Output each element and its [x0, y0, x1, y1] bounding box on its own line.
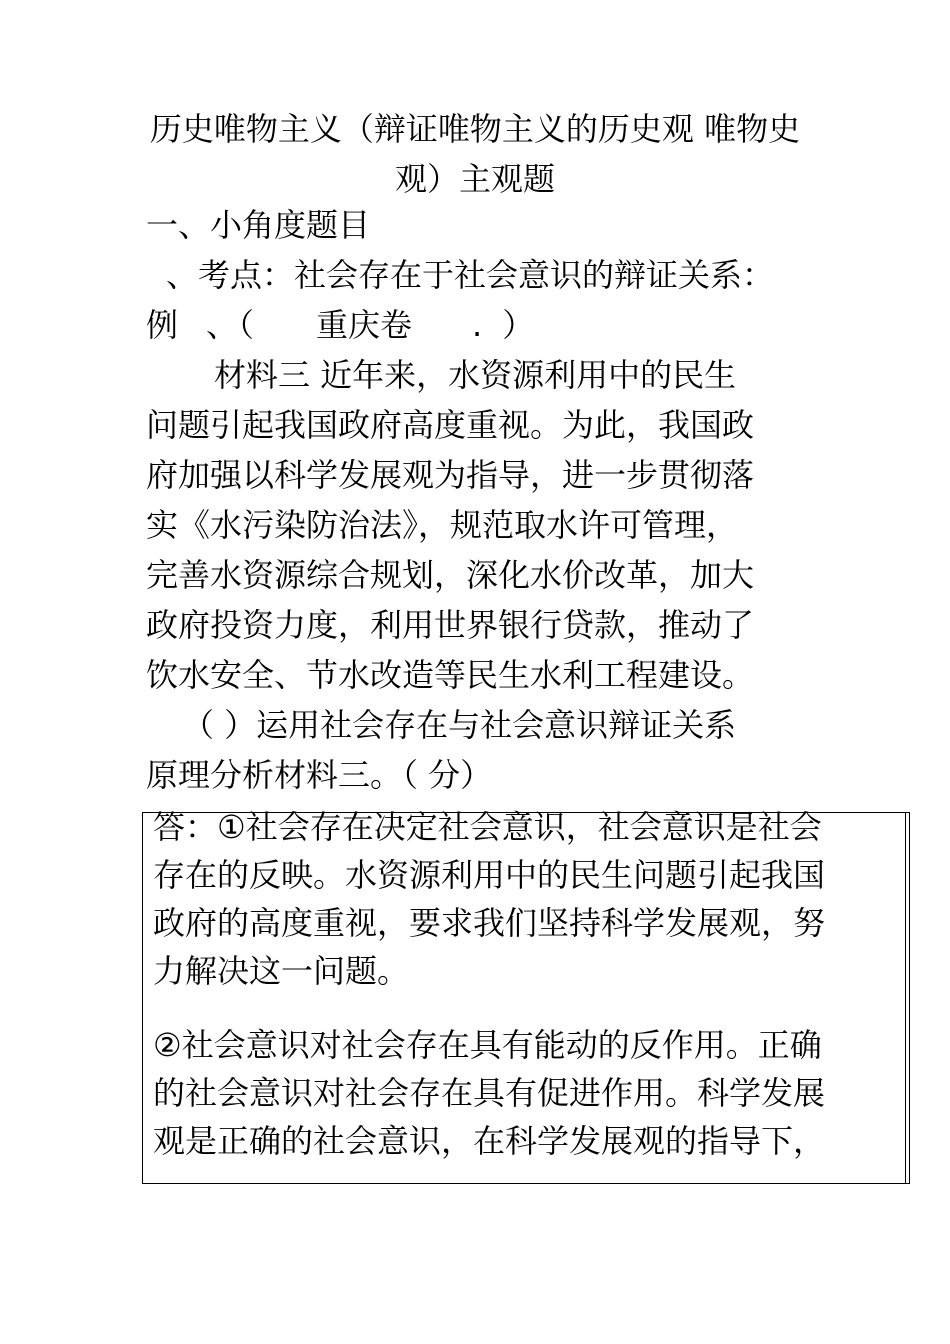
answer-box — [142, 808, 910, 1184]
question-line: 原理分析材料三。（ 分） — [146, 756, 493, 794]
material-line: 材料三 近年来，水资源利用中的民生 — [214, 356, 737, 394]
example-close: ） — [502, 306, 535, 344]
example-line — [146, 300, 826, 350]
example-source: 重庆卷 — [316, 306, 413, 344]
material-line: 问题引起我国政府高度重视。为此，我国政 — [146, 406, 755, 444]
point-heading: 、考点：社会存在于社会意识的辩证关系： — [166, 256, 775, 294]
material-line: 政府投资力度，利用世界银行贷款，推动了 — [146, 606, 755, 644]
question-line: （ ）运用社会存在与社会意识辩证关系 — [182, 706, 737, 744]
answer-line: 政府的高度重视，要求我们坚持科学发展观，努 — [153, 904, 826, 942]
answer-line: 答：①社会存在决定社会意识，社会意识是社会 — [153, 808, 822, 846]
material-line: 府加强以科学发展观为指导，进一步贯彻落 — [146, 456, 755, 494]
answer-line: ②社会意识对社会存在具有能动的反作用。正确 — [153, 1026, 822, 1064]
example-dot: . — [472, 306, 483, 344]
material-line: 完善水资源综合规划，深化水价改革，加大 — [146, 556, 755, 594]
document-title: 历史唯物主义（辩证唯物主义的历史观 唯物史观）主观题 — [149, 110, 801, 198]
section-heading: 一、小角度题目 — [146, 206, 371, 244]
answer-line: 的社会意识对社会存在具有促进作用。科学发展 — [153, 1074, 826, 1112]
material-line: 实《水污染防治法》，规范取水许可管理， — [146, 506, 739, 544]
material-line: 饮水安全、节水改造等民生水利工程建设。 — [146, 656, 755, 694]
example-label: 例 — [146, 306, 179, 344]
answer-line: 观是正确的社会意识，在科学发展观的指导下， — [153, 1122, 826, 1160]
example-sep: 、（ — [206, 306, 255, 344]
answer-line: 存在的反映。水资源利用中的民生问题引起我国 — [153, 856, 826, 894]
answer-line: 力解决这一问题。 — [153, 952, 410, 990]
